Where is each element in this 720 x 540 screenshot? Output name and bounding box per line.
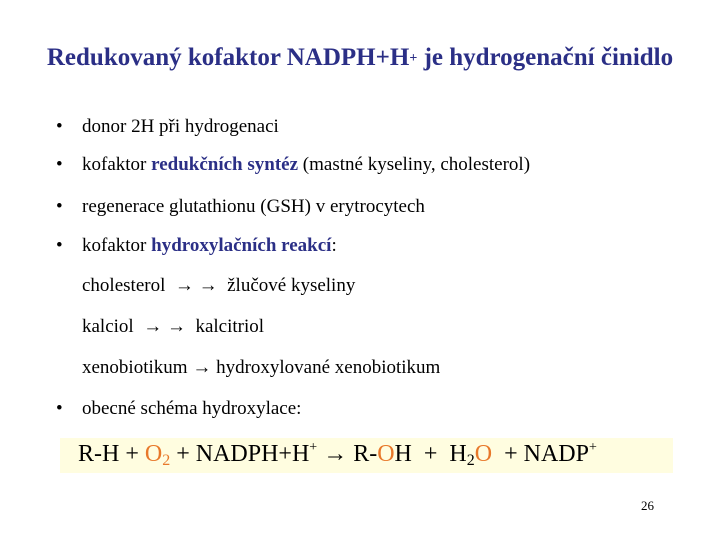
bullet-dot: • bbox=[56, 398, 63, 419]
equation-part: R- bbox=[353, 441, 378, 467]
bullet-dot: • bbox=[56, 196, 63, 217]
equation-part: + NADPH+H bbox=[170, 441, 310, 467]
equation-superscript: + bbox=[309, 440, 318, 455]
equation-part: H + bbox=[394, 441, 450, 467]
product: hydroxylované xenobiotikum bbox=[216, 357, 441, 378]
product: kalcitriol bbox=[195, 316, 265, 337]
bullet-dot: • bbox=[56, 154, 63, 175]
bullet-text: kofaktor bbox=[82, 154, 152, 175]
oxygen-symbol: O bbox=[377, 441, 395, 467]
bullet-item bbox=[56, 398, 301, 420]
equation-part: H bbox=[449, 441, 467, 467]
bullet-text: : bbox=[331, 235, 337, 256]
bullet-item bbox=[56, 196, 425, 218]
slide-title bbox=[0, 44, 720, 72]
bullet-text: donor 2H při hydrogenaci bbox=[82, 116, 279, 137]
title-superscript: + bbox=[409, 51, 418, 66]
bullet-text: kofaktor bbox=[82, 235, 152, 256]
bullet-dot: • bbox=[56, 235, 63, 256]
bullet-dot: • bbox=[56, 116, 63, 137]
reaction-line bbox=[82, 357, 440, 379]
bullet-item bbox=[56, 235, 337, 257]
reactant: xenobiotikum bbox=[82, 357, 188, 378]
arrow-icon: → bbox=[317, 441, 354, 467]
bullet-item bbox=[56, 116, 279, 138]
bullet-text: obecné schéma hydroxylace: bbox=[82, 398, 302, 419]
bullet-text: regenerace glutathionu (GSH) v erytrocytech bbox=[82, 196, 425, 217]
arrow-icon: → bbox=[192, 357, 212, 378]
oxygen-symbol: O bbox=[474, 441, 493, 467]
product: žlučové kyseliny bbox=[227, 275, 356, 296]
arrow-icon: → → bbox=[174, 275, 218, 296]
title-rest: je hydrogenační činidlo bbox=[417, 44, 674, 71]
bullet-highlight: redukčních syntéz bbox=[151, 154, 299, 175]
equation-subscript: 2 bbox=[466, 452, 475, 469]
oxygen-subscript: 2 bbox=[162, 452, 171, 469]
reactant: kalciol bbox=[82, 316, 134, 337]
reaction-line bbox=[82, 275, 355, 297]
page-number: 26 bbox=[641, 498, 654, 513]
bullet-item bbox=[56, 154, 530, 176]
reactant: cholesterol bbox=[82, 275, 166, 296]
arrow-icon: → → bbox=[143, 316, 186, 337]
bullet-highlight: hydroxylačních reakcí bbox=[151, 235, 332, 256]
equation-part: R-H + bbox=[78, 441, 145, 467]
oxygen-symbol: O bbox=[144, 441, 163, 467]
bullet-text: (mastné kyseliny, cholesterol) bbox=[298, 154, 531, 175]
equation-part: + NADP bbox=[492, 441, 589, 467]
equation-superscript: + bbox=[589, 440, 597, 455]
hydroxylation-equation bbox=[78, 441, 597, 468]
reaction-line bbox=[82, 316, 264, 338]
title-main: Redukovaný kofaktor NADPH+H bbox=[46, 44, 410, 71]
